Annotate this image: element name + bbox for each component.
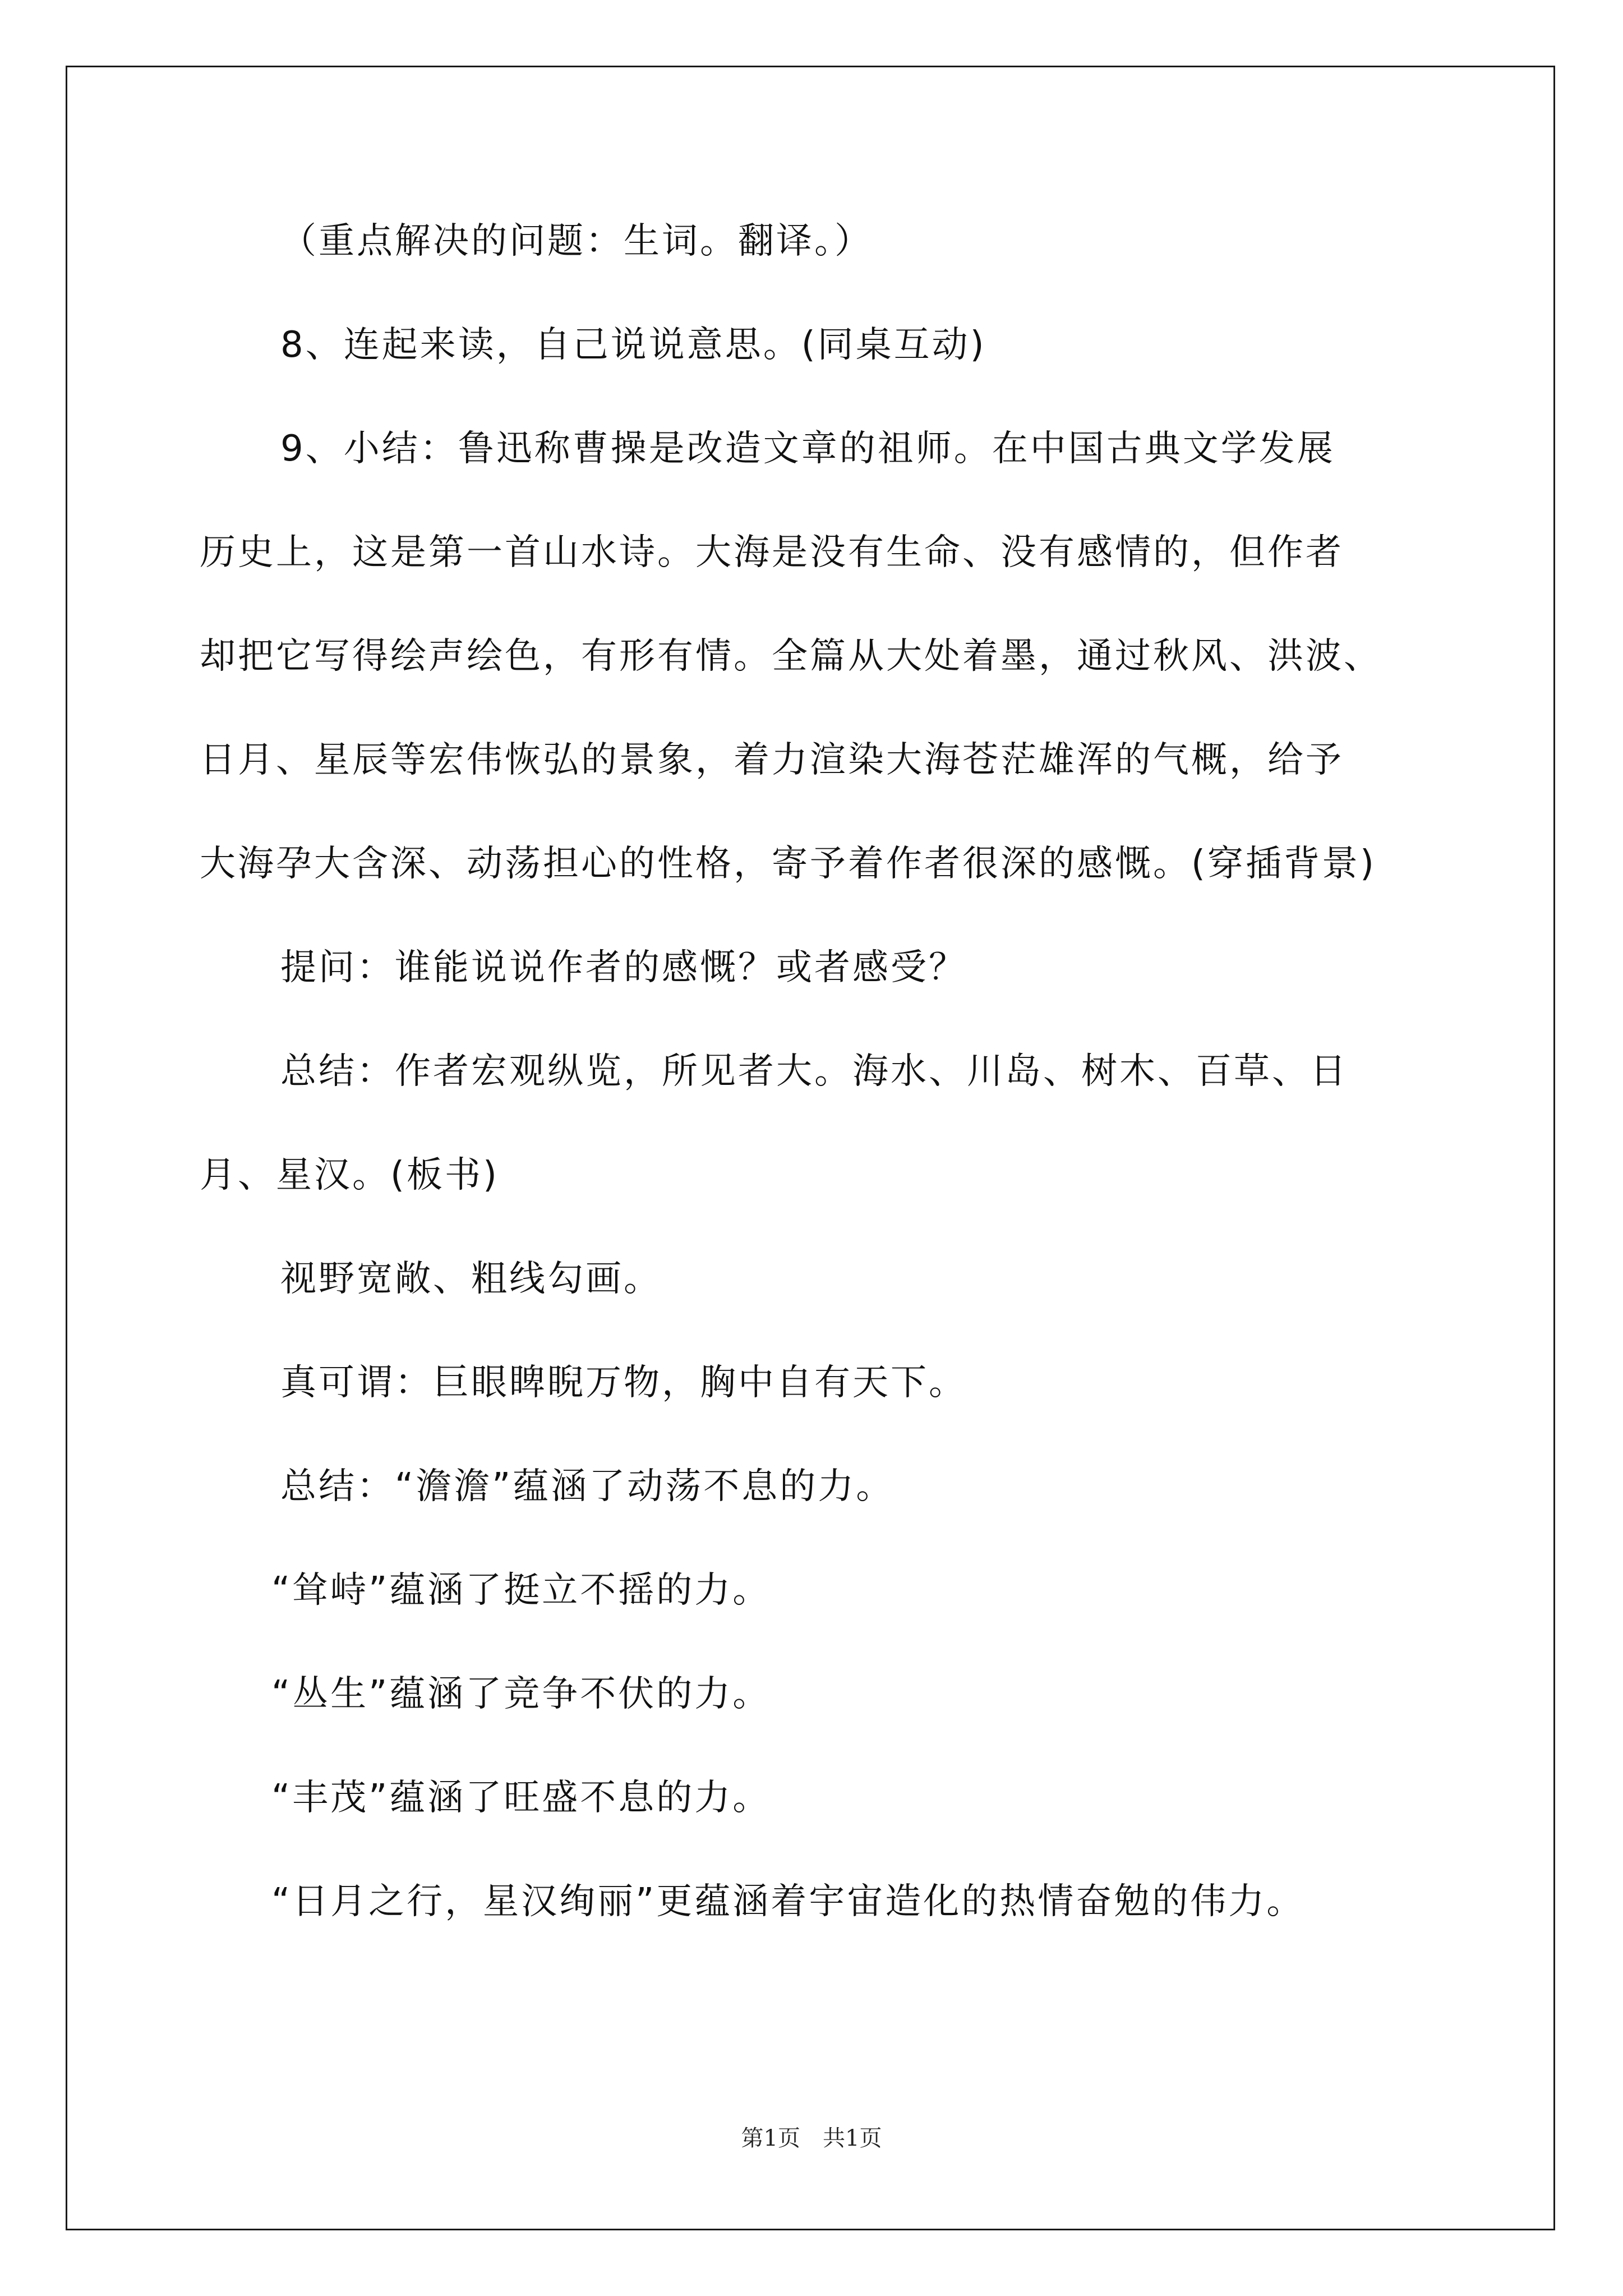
paragraph-quote-4: “日月之行，星汉绚丽”更蕴涵着宇宙造化的热情奋勉的伟力。	[271, 1881, 1305, 1922]
paragraph-quote-1: “耸峙”蕴涵了挺立不摇的力。	[271, 1570, 771, 1611]
paragraph-step-9: 9、小结：鲁迅称曹操是改造文章的祖师。在中国古典文学发展	[280, 428, 1335, 470]
paragraph-quote-3: “丰茂”蕴涵了旺盛不息的力。	[271, 1777, 771, 1819]
paragraph-summary-1-line-2: 月、星汉。(板书)	[200, 1154, 499, 1196]
page-footer: 第1页 共1页	[741, 2125, 882, 2151]
paragraph-step-9-line-3: 却把它写得绘声绘色，有形有情。全篇从大处着墨，通过秋风、洪波、	[200, 636, 1382, 677]
paragraph-quote-2: “丛生”蕴涵了竞争不伏的力。	[271, 1673, 771, 1715]
paragraph-vision: 视野宽敞、粗线勾画。	[280, 1258, 662, 1300]
paragraph-step-9-line-5: 大海孕大含深、动荡担心的性格，寄予着作者很深的感慨。(穿插背景)	[200, 843, 1376, 885]
paragraph-summary-2: 总结：“澹澹”蕴涵了动荡不息的力。	[280, 1466, 895, 1507]
paragraph-step-9-line-4: 日月、星辰等宏伟恢弘的景象，着力渲染大海苍茫雄浑的气概，给予	[200, 739, 1344, 781]
paragraph-true-saying: 真可谓：巨眼睥睨万物，胸中自有天下。	[280, 1362, 967, 1404]
paragraph-question: 提问：谁能说说作者的感慨？或者感受？	[280, 947, 967, 988]
paragraph-step-9-line-2: 历史上，这是第一首山水诗。大海是没有生命、没有感情的，但作者	[200, 532, 1344, 573]
paragraph-step-8: 8、连起来读，自己说说意思。(同桌互动)	[280, 324, 986, 366]
paragraph-key-problems: （重点解决的问题：生词。翻译。）	[280, 220, 873, 262]
paragraph-summary-1: 总结：作者宏观纵览，所见者大。海水、川岛、树木、百草、日	[280, 1051, 1348, 1092]
